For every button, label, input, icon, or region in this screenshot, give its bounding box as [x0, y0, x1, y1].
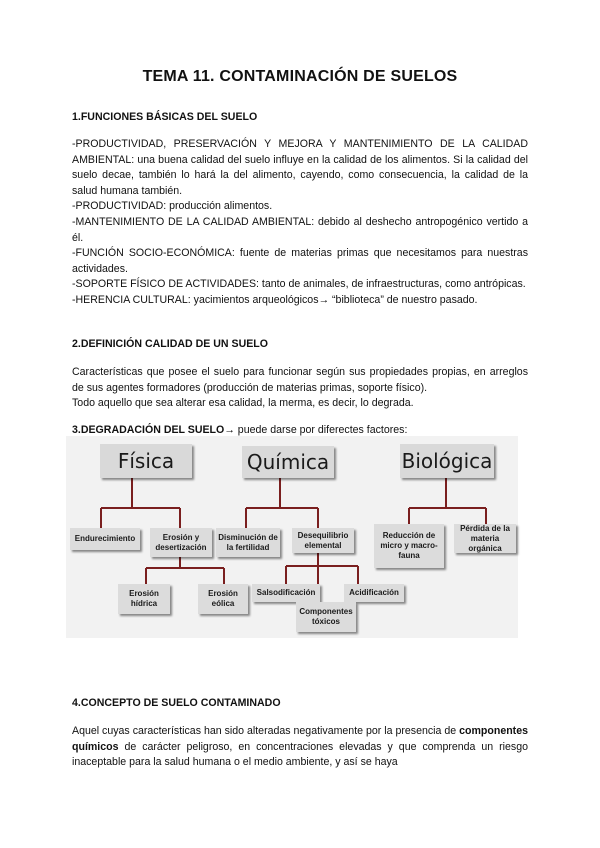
node-reduccion-fauna: Reducción de micro y macro-fauna [374, 524, 444, 568]
node-fisica: Física [100, 444, 192, 478]
paragraph: -PRODUCTIVIDAD: producción alimentos. [72, 200, 273, 213]
paragraph: -MANTENIMIENTO DE LA CALIDAD AMBIENTAL: debido al deshecho antropogénico vertido a él. [72, 215, 528, 244]
paragraph: -HERENCIA CULTURAL: yacimientos arqueológicos→ “biblioteca” de nuestro pasado. [72, 293, 478, 306]
section-3-heading-text: 3.DEGRADACIÓN DEL SUELO [72, 424, 225, 436]
section-2-body [72, 365, 528, 412]
section-4-heading: 4.CONCEPTO DE SUELO CONTAMINADO [72, 697, 281, 709]
node-acidificacion: Acidificación [344, 584, 404, 602]
node-erosion-desertizacion: Erosión y desertización [150, 528, 212, 557]
paragraph: -SOPORTE FÍSICO DE ACTIVIDADES: tanto de animales, de infraestructuras, como antrópicas. [72, 278, 526, 291]
section-2-heading: 2.DEFINICIÓN CALIDAD DE UN SUELO [72, 338, 268, 350]
node-biologica: Biológica [400, 444, 494, 478]
section-3-heading [72, 424, 407, 436]
paragraph: Características que posee el suelo para funcionar según sus propiedades propias, en arreglos de sus agentes formadores (producción de materias primas, soporte físico). [72, 366, 528, 394]
degradation-diagram [66, 436, 518, 638]
node-disminucion-fertilidad: Disminución de la fertilidad [216, 528, 280, 557]
node-salsodificacion: Salsodificación [252, 584, 320, 602]
section-3-heading-tail: → puede darse por diferectes factores: [224, 424, 408, 436]
s4-text-bold: componentes químicos [72, 725, 528, 753]
section-4-body [72, 724, 528, 771]
node-erosion-hidrica: Erosión hídrica [118, 584, 170, 614]
s4-text-post: de carácter peligroso, en concentraciones elevadas y que comprenda un riesgo inaceptable para la salud humana o el medio ambiente, y así se haya [72, 740, 528, 769]
node-erosion-eolica: Erosión eólica [198, 584, 248, 614]
section-1-heading: 1.FUNCIONES BÁSICAS DEL SUELO [72, 111, 258, 123]
node-endurecimiento: Endurecimiento [70, 528, 140, 550]
node-componentes-toxicos: Componentes tóxicos [296, 602, 356, 632]
section-1-body [72, 137, 528, 309]
node-desequilibrio-elemental: Desequilibrio elemental [292, 528, 354, 553]
paragraph: Todo aquello que sea alterar esa calidad, la merma, es decir, lo degrada. [72, 397, 414, 410]
s4-text-pre: Aquel cuyas características han sido alteradas negativamente por la presencia de [72, 725, 460, 737]
paragraph: -PRODUCTIVIDAD, PRESERVACIÓN Y MEJORA Y MANTENIMIENTO DE LA CALIDAD AMBIENTAL: una buena calidad del suelo influye en la calidad de los alimentos. Si la calidad del suelo decae, también lo hará la del alimento, cayendo, como consecuencia, la calidad de la salud humana también. [72, 138, 528, 197]
node-perdida-materia-organica: Pérdida de la materia orgánica [454, 524, 516, 553]
page-title: TEMA 11. CONTAMINACIÓN DE SUELOS [142, 68, 458, 85]
paragraph: -FUNCIÓN SOCIO-ECONÓMICA: fuente de materias primas que necesitamos para nuestras actividades. [72, 247, 528, 275]
node-quimica: Química [242, 446, 334, 478]
